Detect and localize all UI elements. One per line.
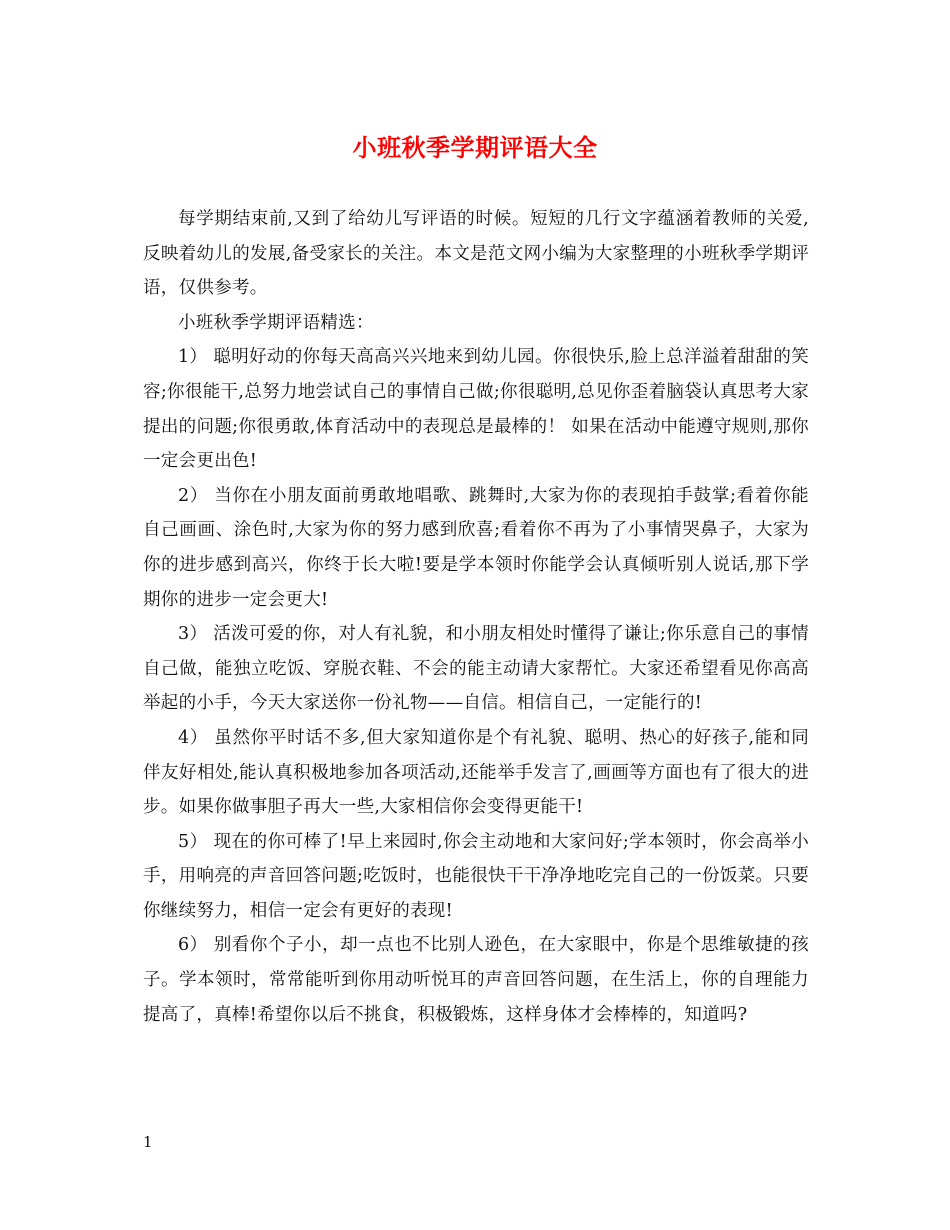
comment-paragraph-4: 4） 虽然你平时话不多,但大家知道你是个有礼貌、聪明、热心的好孩子,能和同伴友好相处,能认真积极地参加各项活动,还能举手发言了,画画等方面也有了很大的进步。如果你做事胆子再大一些,大家相信你会变得更能干! bbox=[143, 727, 809, 818]
section-heading-paragraph: 小班秋季学期评语精选： bbox=[178, 312, 374, 333]
comment-paragraph-2: 2） 当你在小朋友面前勇敢地唱歌、跳舞时,大家为你的表现拍手鼓掌;看着你能自己画画、涂色时,大家为你的努力感到欣喜;看着你不再为了小事情哭鼻子，大家为你的进步感到高兴，你终于长大啦!要是学本领时你能学会认真倾听别人说话,那下学期你的进步一定会更大! bbox=[143, 485, 809, 610]
comment-paragraph-3: 3） 活泼可爱的你，对人有礼貌，和小朋友相处时懂得了谦让;你乐意自己的事情自己做，能独立吃饭、穿脱衣鞋、不会的能主动请大家帮忙。大家还希望看见你高高举起的小手，今天大家送你一份礼物——自信。相信自己，一定能行的! bbox=[143, 624, 809, 714]
comment-paragraph-1: 1） 聪明好动的你每天高高兴兴地来到幼儿园。你很快乐,脸上总洋溢着甜甜的笑容;你很能干,总努力地尝试自己的事情自己做;你很聪明,总见你歪着脑袋认真思考大家提出的问题;你很勇敢,体育活动中的表现总是最棒的！ 如果在活动中能遵守规则,那你一定会更出色! bbox=[143, 347, 809, 472]
document-title: 小班秋季学期评语大全 bbox=[352, 133, 598, 162]
page-number: 1 bbox=[143, 1133, 153, 1151]
intro-paragraph: 每学期结束前,又到了给幼儿写评语的时候。短短的几行文字蕴涵着教师的关爱,反映着幼儿的发展,备受家长的关注。本文是范文网小编为大家整理的小班秋季学期评语，仅供参考。 bbox=[143, 209, 809, 299]
comment-paragraph-6: 6） 别看你个子小，却一点也不比别人逊色，在大家眼中，你是个思维敏捷的孩子。学本领时，常常能听到你用动听悦耳的声音回答问题，在生活上，你的自理能力提高了，真棒!希望你以后不挑食，积极锻炼，这样身体才会棒棒的，知道吗? bbox=[143, 935, 809, 1025]
document-body bbox=[143, 202, 809, 1032]
comment-paragraph-5: 5） 现在的你可棒了!早上来园时,你会主动地和大家问好;学本领时，你会高举小手，用响亮的声音回答问题;吃饭时，也能很快干干净净地吃完自己的一份饭菜。只要你继续努力，相信一定会有更好的表现! bbox=[143, 831, 809, 921]
